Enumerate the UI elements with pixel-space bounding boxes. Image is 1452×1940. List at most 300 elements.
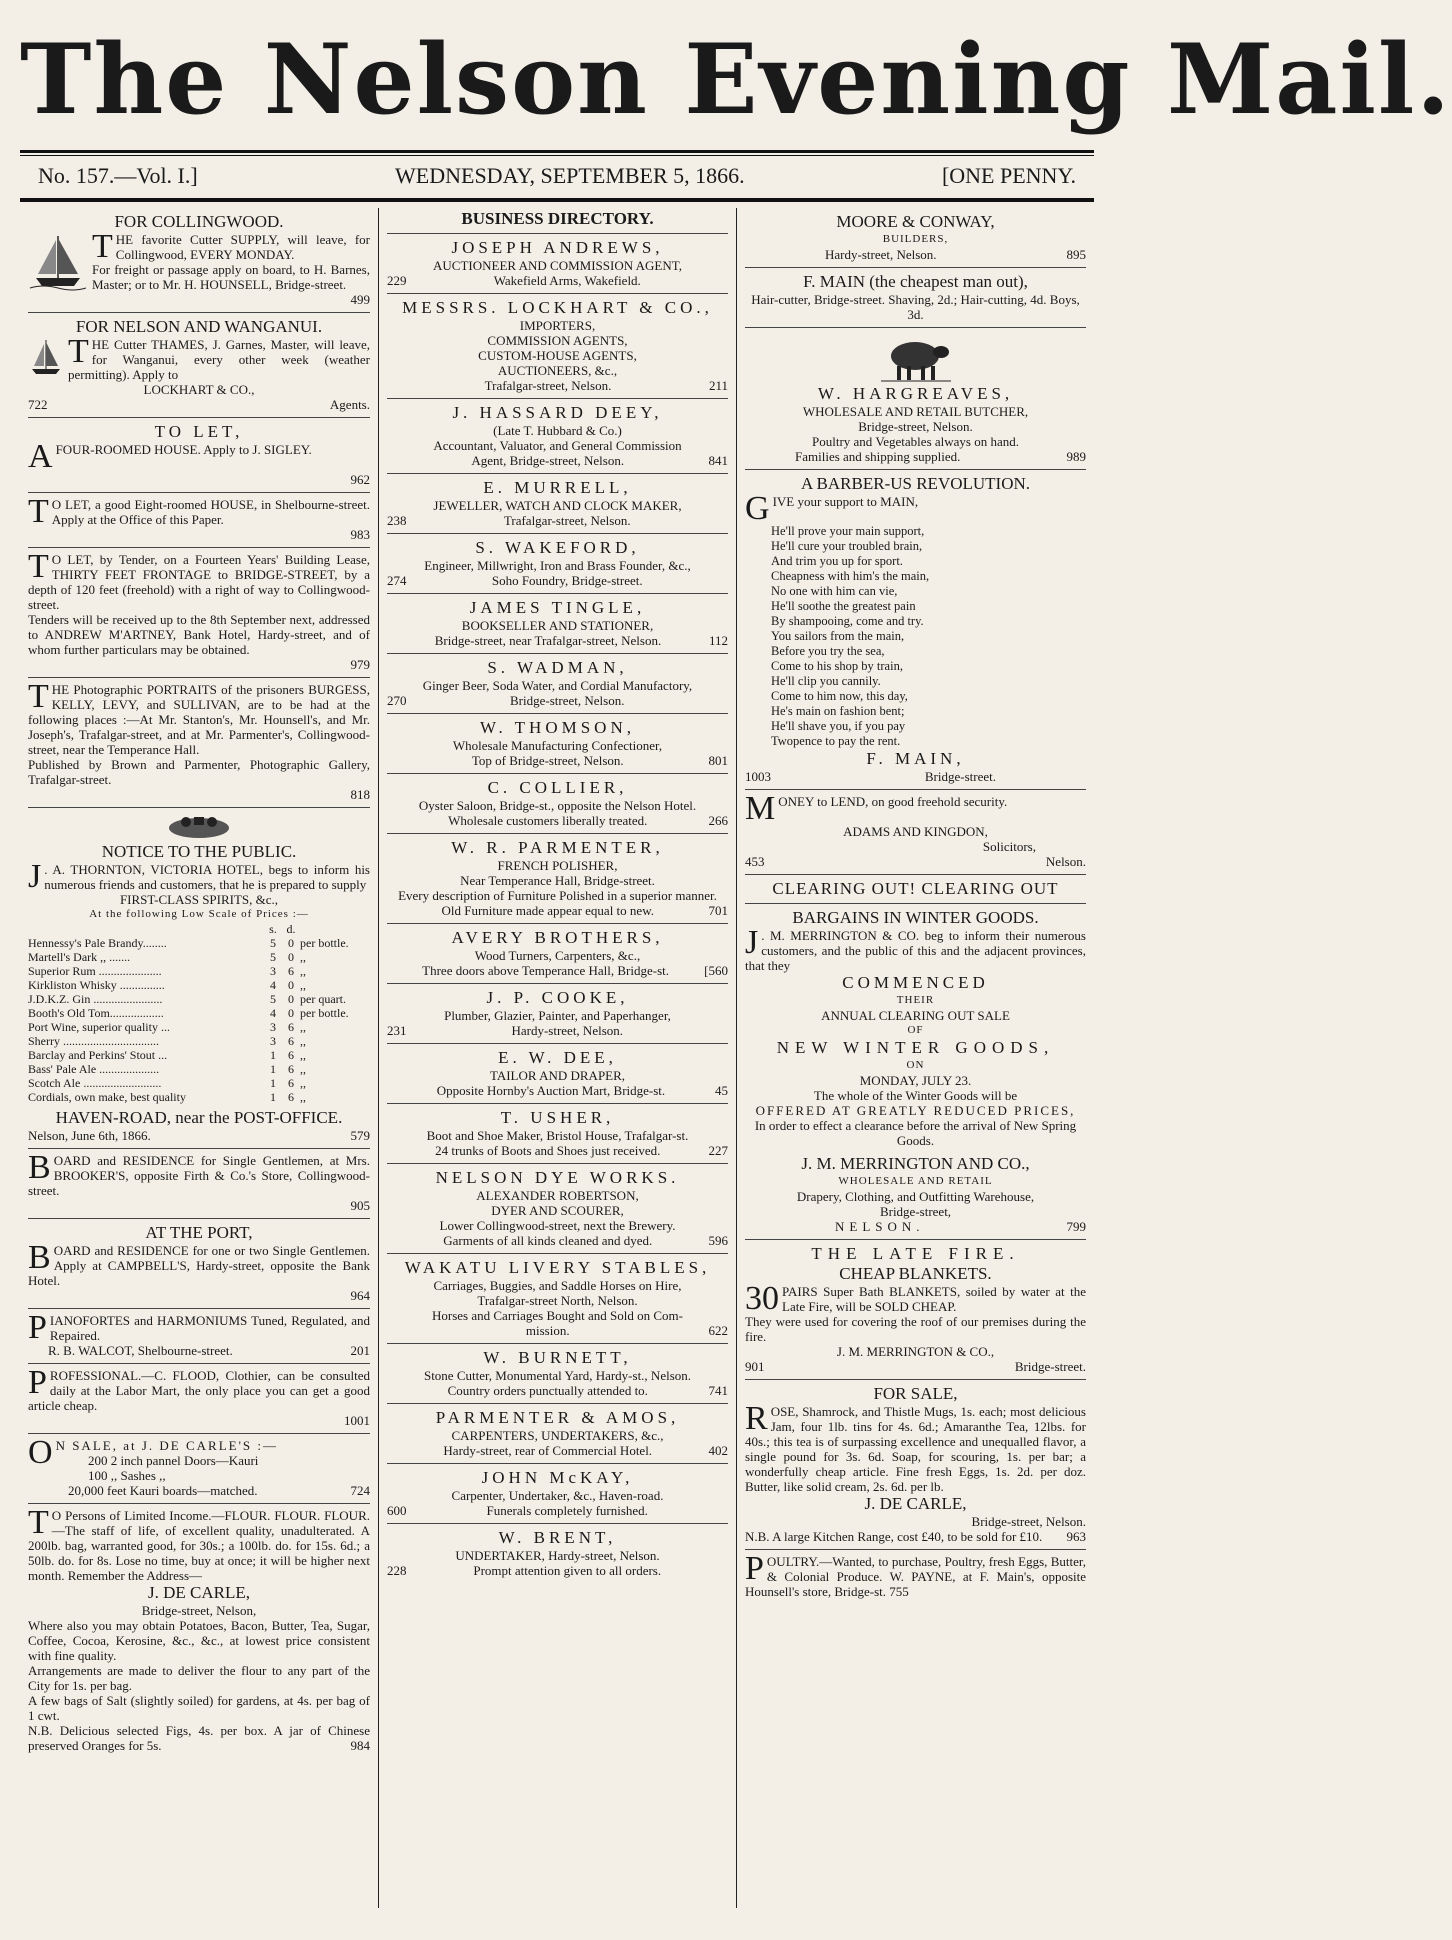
ad-line: THEIR: [896, 994, 935, 1006]
ad-body: PAIRS Super Bath BLANKETS, soiled by water at the Late Fire, will be SOLD CHEAP.: [782, 1284, 1086, 1314]
ad-body: Hair-cutter, Bridge-street. Shaving, 2d.; Hair-cutting, 4d. Boys, 3d.: [751, 292, 1080, 322]
ad-line: ANNUAL CLEARING OUT SALE: [821, 1008, 1010, 1023]
directory-entry-name: W. BURNETT,: [483, 1348, 632, 1367]
ad-number: 755: [889, 1584, 909, 1599]
price-s-value: 4: [270, 978, 276, 992]
issue-number: No. 157.—Vol. I.]: [38, 163, 198, 188]
poem-line: He'll cure your troubled brain,: [771, 539, 923, 553]
price-s-value: 1: [270, 1090, 276, 1104]
price-item: Cordials, own make, best quality: [28, 1090, 186, 1104]
poem-first-line: IVE your support to MAIN,: [772, 494, 919, 509]
ad-body: For freight or passage apply on board, to H. Barnes, Master; or to Mr. H. HOUNSELL, Bridge-street.: [92, 262, 370, 292]
directory-entry-name: C. COLLIER,: [487, 778, 628, 797]
drop-cap: O: [28, 1434, 53, 1471]
price-d-value: 6: [288, 1020, 294, 1034]
ad-address: Bridge-street,: [879, 1204, 952, 1219]
price-item: J.D.K.Z. Gin .......................: [28, 992, 163, 1006]
directory-entry-line: Wholesale Manufacturing Confectioner,: [452, 738, 663, 753]
ad-body: FOUR-ROOMED HOUSE. Apply to J. SIGLEY.: [55, 442, 312, 457]
issue-date: WEDNESDAY, SEPTEMBER 5, 1866.: [395, 163, 745, 188]
ad-number: 984: [350, 1738, 370, 1753]
ad-to-let-tender: [28, 548, 370, 678]
ad-late-fire: [745, 1240, 1086, 1380]
dateline: [20, 156, 1094, 196]
price-s-value: 5: [270, 936, 276, 950]
ad-address: Bridge-street.: [924, 769, 996, 784]
ad-body: The whole of the Winter Goods will be: [813, 1088, 1018, 1103]
price-s-value: 3: [270, 1020, 276, 1034]
ad-number: 1003: [745, 769, 771, 784]
directory-entry: [387, 534, 728, 594]
ad-barber-us-revolution: [745, 470, 1086, 790]
price-unit: ,,: [300, 1034, 306, 1048]
ad-address: HAVEN-ROAD, near the POST-OFFICE.: [55, 1108, 343, 1127]
ad-number: 579: [350, 1128, 370, 1143]
price-row: [28, 978, 370, 992]
directory-entry-line: Oyster Saloon, Bridge-st., opposite the Nelson Hotel.: [418, 798, 697, 813]
directory-entry-address: 24 trunks of Boots and Shoes just received.: [435, 1143, 661, 1158]
directory-entry-number: 229: [387, 273, 407, 288]
price-d-value: 6: [288, 1076, 294, 1090]
directory-entry-name: JOHN McKAY,: [481, 1468, 634, 1487]
ad-body: They were used for covering the roof of our premises during the fire.: [745, 1314, 1086, 1344]
directory-entry-name: W. BRENT,: [498, 1528, 617, 1547]
ad-body: In order to effect a clearance before the arrival of New Spring Goods.: [754, 1118, 1077, 1148]
directory-entry-line: Plumber, Glazier, Painter, and Paperhanger,: [444, 1008, 671, 1023]
directory-entry: [387, 594, 728, 654]
ad-signature: LOCKHART & CO.,: [143, 382, 255, 397]
poem-line: By shampooing, come and try.: [771, 614, 924, 628]
directory-entry-address: Wholesale customers liberally treated.: [448, 813, 648, 828]
directory-entry-name: WAKATU LIVERY STABLES,: [404, 1258, 711, 1277]
ad-heading: TO LET,: [154, 422, 244, 441]
directory-entry: [387, 399, 728, 474]
directory-entry-address: Soho Foundry, Bridge-street.: [491, 573, 643, 588]
poem-line: He'll prove your main support,: [771, 524, 925, 538]
ad-body: N.B. A large Kitchen Range, cost £40, to be sold for £10.: [745, 1529, 1043, 1544]
directory-entry-line: TAILOR AND DRAPER,: [489, 1068, 626, 1083]
directory-entry-name: S. WAKEFORD,: [475, 538, 640, 557]
directory-entry-line: UNDERTAKER, Hardy-street, Nelson.: [455, 1548, 660, 1563]
price-item: Port Wine, superior quality ...: [28, 1020, 170, 1034]
directory-entry: [387, 834, 728, 924]
price-d-value: 0: [288, 978, 294, 992]
directory-entry-address: Trafalgar-street, Nelson.: [484, 378, 612, 393]
directory-entry-line: Accountant, Valuator, and General Commission: [433, 438, 682, 453]
drop-cap: T: [92, 228, 113, 265]
directory-entry-address: Country orders punctually attended to.: [447, 1383, 648, 1398]
directory-entry-line: ALEXANDER ROBERTSON,: [476, 1188, 639, 1203]
ad-number: 964: [350, 1288, 370, 1303]
directory-entry: [387, 1044, 728, 1104]
price-s-value: 5: [270, 992, 276, 1006]
masthead-rule: [20, 150, 1094, 153]
ad-name: F. MAIN (the cheapest man out),: [803, 272, 1028, 291]
ad-body: OULTRY.—Wanted, to purchase, Poultry, fresh Eggs, Butter, & Colonial Produce. W. PAYNE, at F. Main's, opposite Hounsell's store, Bridge-st.: [745, 1554, 1086, 1599]
directory-entry-name: MESSRS. LOCKHART & CO.,: [402, 298, 713, 317]
ad-money-to-lend: [745, 790, 1086, 875]
poem-line: And trim you up for sport.: [771, 554, 903, 568]
ad-to-let-sigley: [28, 418, 370, 493]
ad-heading: AT THE PORT,: [145, 1223, 253, 1242]
price-row: [28, 1090, 370, 1104]
ad-body: OSE, Shamrock, and Thistle Mugs, 1s. each; most delicious Jam, four 1lb. tins for 4s. 6d.; Amaranthe Tea, 12lbs. for 40s.; this tea is of surpassing excellence and unequalled flavor, a single pound for 3s. 6d. Soap, for scouring, 1s. per bar; a wonderfully cheap article. Fine fresh Eggs, 1s. 2d. per doz. Butter, like solid cream, 2s. 6d. per lb.: [745, 1404, 1086, 1494]
price-s-value: 3: [270, 1034, 276, 1048]
directory-entry-line: FRENCH POLISHER,: [497, 858, 618, 873]
price-item: Bass' Pale Ale ....................: [28, 1062, 160, 1076]
ad-line: COMMENCED: [842, 973, 989, 992]
poem-line: He'll clip you cannily.: [771, 674, 881, 688]
ad-f-main-haircutter: [745, 268, 1086, 328]
drop-cap: T: [28, 493, 49, 530]
ad-number: 722: [28, 397, 48, 412]
directory-entry-number: 841: [708, 453, 728, 468]
price-row: [28, 1034, 370, 1048]
ad-at-the-port: [28, 1219, 370, 1309]
directory-entry-name: NELSON DYE WORKS.: [435, 1168, 680, 1187]
poem-line: Come to him now, this day,: [771, 689, 908, 703]
ad-line: OF: [907, 1024, 924, 1036]
ad-body: N SALE, at J. DE CARLE'S :—: [55, 1438, 279, 1453]
ad-number: 983: [350, 527, 370, 542]
directory-entry-address: Trafalgar-street, Nelson.: [503, 513, 631, 528]
directory-entry-name: S. WADMAN,: [487, 658, 628, 677]
poem-line: Twopence to pay the rent.: [771, 734, 901, 748]
directory-entry-address: Opposite Hornby's Auction Mart, Bridge-st.: [436, 1083, 666, 1098]
ad-portraits: [28, 678, 370, 808]
ad-subheading: FIRST-CLASS SPIRITS, &c.,: [119, 892, 279, 907]
price-row: [28, 964, 370, 978]
ad-body: Where also you may obtain Potatoes, Bacon, Butter, Tea, Sugar, Coffee, Cocoa, Kerosine, &c., &c., at lowest price consistent with fine quality.: [28, 1618, 370, 1663]
price-s-value: 1: [270, 1076, 276, 1090]
ad-number: 962: [350, 472, 370, 487]
directory-entry-line: Carriages, Buggies, and Saddle Horses on Hire,: [433, 1278, 682, 1293]
directory-entry-line: Ginger Beer, Soda Water, and Cordial Manufactory,: [422, 678, 693, 693]
directory-entry-number: 600: [387, 1503, 407, 1518]
directory-entry-address: Wakefield Arms, Wakefield.: [493, 273, 641, 288]
ad-body: O Persons of Limited Income.—FLOUR. FLOUR. FLOUR.—The staff of life, of excellent quality, unadulterated. A 200lb. bag, warranted good, for 30s.; a 100lb. do. for 15s. 6d.; a 50lb. do. for 8s. Lose no time, buy at once; it will be higher next month. Remember the Address—: [28, 1508, 370, 1583]
directory-entry-line: JEWELLER, WATCH AND CLOCK MAKER,: [433, 498, 682, 513]
ad-body: OARD and RESIDENCE for Single Gentlemen, at Mrs. BROOKER'S, opposite Firth & Co.'s Store, Collingwood-street.: [28, 1153, 370, 1198]
poem-line: Before you try the sea,: [771, 644, 885, 658]
price-table-header: s. d.: [269, 922, 296, 936]
ad-to-let-shelbourne: [28, 493, 370, 548]
directory-entry-line: AUCTIONEERS, &c.,: [497, 363, 618, 378]
directory-entry-address: Hardy-street, rear of Commercial Hotel.: [443, 1443, 653, 1458]
sailing-ship-icon: [28, 337, 64, 377]
price-s-value: 1: [270, 1048, 276, 1062]
directory-entry-line: IMPORTERS,: [519, 318, 596, 333]
price-unit: ,,: [300, 950, 306, 964]
ad-heading: NOTICE TO THE PUBLIC.: [101, 842, 297, 861]
price-s-value: 4: [270, 1006, 276, 1020]
price-row: [28, 992, 370, 1006]
ad-professional-flood: [28, 1364, 370, 1434]
directory-entry-line: COMMISSION AGENTS,: [487, 333, 628, 348]
ad-subheading: WHOLESALE AND RETAIL: [838, 1175, 993, 1187]
directory-entry-address: mission.: [525, 1323, 570, 1338]
ad-heading: CHEAP BLANKETS.: [839, 1264, 992, 1283]
ad-address: Bridge-street, Nelson,: [141, 1603, 257, 1618]
ad-moore-conway: [745, 208, 1086, 268]
directory-entry-name: T. USHER,: [500, 1108, 615, 1127]
price-item: Martell's Dark ,, .......: [28, 950, 131, 964]
issue-price: [ONE PENNY.: [941, 163, 1076, 188]
price-d-value: 0: [288, 936, 294, 950]
ad-body: Tenders will be received up to the 8th September next, addressed to ANDREW M'ARTNEY, Bank Hotel, Hardy-street, and of whom further particulars may be obtained.: [28, 612, 370, 657]
ad-body: . M. MERRINGTON & CO. beg to inform their numerous customers, and the public of this and the adjacent provinces, that they: [745, 928, 1086, 973]
ad-number: 979: [350, 657, 370, 672]
drop-cap: P: [28, 1309, 47, 1346]
ad-name: ADAMS AND KINGDON,: [843, 824, 988, 839]
ad-subheading: BUILDERS,: [882, 233, 949, 245]
ad-body: OARD and RESIDENCE for one or two Single Gentlemen. Apply at CAMPBELL'S, Hardy-street, opposite the Bank Hotel.: [28, 1243, 370, 1288]
directory-entry-address: Top of Bridge-street, Nelson.: [471, 753, 624, 768]
drop-cap: B: [28, 1149, 51, 1186]
column-left: [20, 208, 378, 1908]
ad-body: Drapery, Clothing, and Outfitting Warehouse,: [796, 1189, 1035, 1204]
poem-line: He'll soothe the greatest pain: [771, 599, 916, 613]
ad-line: 20,000 feet Kauri boards—matched.: [68, 1483, 258, 1498]
ad-number: 453: [745, 854, 765, 869]
drop-cap: J: [28, 858, 42, 895]
directory-entry-name: E. MURRELL,: [483, 478, 632, 497]
directory-entry-number: 270: [387, 693, 407, 708]
price-item: Kirkliston Whisky ...............: [28, 978, 165, 992]
directory-entry-line: CARPENTERS, UNDERTAKERS, &c.,: [451, 1428, 664, 1443]
directory-entry-line: (Late T. Hubbard & Co.): [493, 423, 622, 438]
drop-cap: T: [28, 548, 49, 585]
sheep-icon: [881, 334, 951, 382]
directory-entry: [387, 774, 728, 834]
drop-cap: M: [745, 790, 776, 827]
drop-cap: A: [28, 438, 53, 475]
masthead-title: The Nelson Evening Mail.: [20, 23, 1452, 136]
directory-entry-line: BOOKSELLER AND STATIONER,: [461, 618, 654, 633]
ad-line: 100 ,, Sashes ,,: [88, 1468, 166, 1483]
price-d-value: 0: [288, 950, 294, 964]
ad-heading: FOR SALE,: [873, 1384, 958, 1403]
directory-entry-name: J. P. COOKE,: [486, 988, 629, 1007]
ad-number: 901: [745, 1359, 765, 1374]
ad-name: MOORE & CONWAY,: [836, 212, 995, 231]
ad-body: Poultry and Vegetables always on hand.: [812, 434, 1019, 449]
directory-entry: [387, 474, 728, 534]
ad-body: HE Photographic PORTRAITS of the prisoners BURGESS, KELLY, LEVY, and SULLIVAN, are to be had at the following places :—At Mr. Stanton's, Mr. Hounsell's, and Mr. Joseph's, Trafalgar-street, and at Mr. Parmenter's, Collingwood-street, near the Temperance Hall.: [28, 682, 370, 757]
price-row: [28, 1006, 370, 1020]
directory-entry-address: Agent, Bridge-street, Nelson.: [471, 453, 625, 468]
ad-subheading: WHOLESALE AND RETAIL BUTCHER,: [802, 404, 1029, 419]
price-unit: per bottle.: [300, 1006, 349, 1020]
directory-entry-line: Engineer, Millwright, Iron and Brass Founder, &c.,: [424, 558, 691, 573]
price-unit: per quart.: [300, 992, 346, 1006]
ad-address: Hardy-street, Nelson.: [825, 247, 937, 262]
ad-number: 895: [1066, 247, 1086, 262]
poem-line: He'll shave you, if you pay: [771, 719, 906, 733]
directory-entry-line: CUSTOM-HOUSE AGENTS,: [478, 348, 637, 363]
directory-entry-line: Horses and Carriages Bought and Sold on Com-: [432, 1308, 683, 1323]
ad-number: 818: [350, 787, 370, 802]
directory-entry-number: 596: [708, 1233, 728, 1248]
ad-heading: FOR COLLINGWOOD.: [114, 212, 284, 231]
price-item: Scotch Ale ..........................: [28, 1076, 162, 1090]
ad-pianofortes: [28, 1309, 370, 1364]
ad-address: Nelson.: [1045, 854, 1086, 869]
price-unit: ,,: [300, 1062, 306, 1076]
directory-entry: [387, 924, 728, 984]
ad-body: O LET, a good Eight-roomed HOUSE, in Shelbourne-street. Apply at the Office of this Paper.: [51, 497, 370, 527]
price-d-value: 6: [288, 1062, 294, 1076]
ad-number: 963: [1066, 1529, 1086, 1544]
price-s-value: 1: [270, 1062, 276, 1076]
directory-entry-address: Hardy-street, Nelson.: [511, 1023, 624, 1038]
ad-for-sale-de-carle: [745, 1380, 1086, 1550]
directory-entry: [387, 1164, 728, 1254]
price-item: Sherry ................................: [28, 1034, 159, 1048]
directory-entry-line: Trafalgar-street North, Nelson.: [477, 1293, 638, 1308]
ad-body: O LET, by Tender, on a Fourteen Years' Building Lease, THIRTY FEET FRONTAGE to BRIDGE-STREET, by a depth of 120 feet (freehold) with a right of way to Collingwood-street.: [28, 552, 370, 612]
directory-entry-line: Every description of Furniture Polished in a superior manner.: [398, 888, 717, 903]
directory-entry-number: 801: [708, 753, 728, 768]
directory-entry-name: E. W. DEE,: [498, 1048, 617, 1067]
column-business-directory: [378, 208, 736, 1908]
directory-entry: [387, 294, 728, 399]
ad-body: . A. THORNTON, VICTORIA HOTEL, begs to inform his numerous friends and customers, that he is prepared to supply: [44, 862, 370, 892]
ad-number: 905: [350, 1198, 370, 1213]
directory-entry-line: Stone Cutter, Monumental Yard, Hardy-st., Nelson.: [423, 1368, 692, 1383]
price-unit: ,,: [300, 1020, 306, 1034]
price-s-value: 5: [270, 950, 276, 964]
directory-entry-name: JOSEPH ANDREWS,: [451, 238, 664, 257]
ad-number: 724: [350, 1483, 370, 1498]
columns: [20, 208, 1094, 1908]
price-table: [28, 922, 370, 1104]
drop-cap: J: [745, 924, 759, 961]
drop-cap: T: [68, 333, 89, 370]
directory-entry-number: 112: [708, 633, 728, 648]
ad-number: 799: [1066, 1219, 1086, 1234]
ad-name: W. HARGREAVES,: [817, 384, 1014, 403]
directory-entry-address: Prompt attention given to all orders.: [473, 1563, 662, 1578]
newspaper-page: [20, 10, 1452, 1920]
drop-cap: P: [28, 1364, 47, 1401]
directory-entry-number: [560: [704, 963, 728, 978]
poem: [745, 524, 1086, 749]
ad-flour: [28, 1504, 370, 1758]
price-d-value: 6: [288, 1034, 294, 1048]
ad-notice-thornton: [28, 808, 370, 1149]
column-right: [736, 208, 1094, 1908]
ad-signature: R. B. WALCOT, Shelbourne-street.: [48, 1343, 233, 1358]
ad-body: IANOFORTES and HARMONIUMS Tuned, Regulated, and Repaired.: [49, 1313, 370, 1343]
ad-body: N.B. Delicious selected Figs, 4s. per box. A jar of Chinese preserved Oranges for 5s.: [28, 1723, 370, 1753]
directory-entry-address: Three doors above Temperance Hall, Bridge-st.: [422, 963, 669, 978]
directory-entry-line: Lower Collingwood-street, next the Brewery.: [439, 1218, 676, 1233]
directory-entry: [387, 714, 728, 774]
directory-entry: [387, 984, 728, 1044]
price-item: Barclay and Perkins' Stout ...: [28, 1048, 168, 1062]
directory-entry-line: Carpenter, Undertaker, &c., Haven-road.: [451, 1488, 664, 1503]
price-row: [28, 950, 370, 964]
royal-crest-icon: [164, 814, 234, 840]
sailing-ship-icon: [28, 232, 88, 290]
ad-heading: BARGAINS IN WINTER GOODS.: [745, 903, 1086, 928]
poem-line: Come to his shop by train,: [771, 659, 903, 673]
directory-entry-line: Wood Turners, Carpenters, &c.,: [474, 948, 641, 963]
ad-date: Nelson, June 6th, 1866.: [28, 1128, 151, 1143]
price-row: [28, 1062, 370, 1076]
ad-number: 1001: [344, 1413, 370, 1428]
directory-entry-number: 622: [708, 1323, 728, 1338]
directory-entry-name: J. HASSARD DEEY,: [452, 403, 663, 422]
price-unit: ,,: [300, 964, 306, 978]
ad-address: Bridge-street.: [1014, 1359, 1086, 1374]
price-scale-label: At the following Low Scale of Prices :—: [89, 908, 309, 920]
ad-board-brooker: [28, 1149, 370, 1219]
price-unit: ,,: [300, 1076, 306, 1090]
directory-entry-number: 402: [708, 1443, 728, 1458]
ad-body: Published by Brown and Parmenter, Photographic Gallery, Trafalgar-street.: [28, 757, 370, 787]
ad-name: J. M. MERRINGTON AND CO.,: [801, 1154, 1030, 1173]
ad-number: 989: [1066, 449, 1086, 464]
poem-line: He's main on fashion bent;: [771, 704, 905, 718]
directory-entry: [387, 1104, 728, 1164]
ad-name: J. M. MERRINGTON & CO.,: [836, 1344, 995, 1359]
directory-entry-name: JAMES TINGLE,: [469, 598, 646, 617]
ad-signature: F. MAIN,: [866, 749, 965, 768]
ad-address: Bridge-street, Nelson.: [971, 1514, 1086, 1529]
drop-cap: T: [28, 1504, 49, 1541]
directory-entry-name: AVERY BROTHERS,: [451, 928, 664, 947]
price-row: [28, 1076, 370, 1090]
directory-entry-line: Near Temperance Hall, Bridge-street.: [460, 873, 655, 888]
directory-entry: [387, 1524, 728, 1583]
price-row: [28, 1048, 370, 1062]
ad-line: OFFERED AT GREATLY REDUCED PRICES,: [755, 1103, 1076, 1118]
ad-on-sale-de-carle: [28, 1434, 370, 1504]
directory-entry-address: Bridge-street, Nelson.: [510, 693, 625, 708]
ad-body: HE favorite Cutter SUPPLY, will leave, for Collingwood, EVERY MONDAY.: [115, 232, 370, 262]
directory-entry-name: PARMENTER & AMOS,: [435, 1408, 680, 1427]
poem-line: Cheapness with him's the main,: [771, 569, 930, 583]
directory-entry-address: Old Furniture made appear equal to new.: [441, 903, 654, 918]
drop-cap: T: [28, 678, 49, 715]
price-d-value: 6: [288, 1090, 294, 1104]
directory-list: [387, 234, 728, 1583]
ad-signature-role: Solicitors,: [982, 839, 1036, 854]
directory-entry-number: 211: [708, 378, 728, 393]
directory-entry-number: 227: [708, 1143, 728, 1158]
directory-entry-number: 45: [715, 1083, 728, 1098]
ad-body: A few bags of Salt (slightly soiled) for gardens, at 4s. per bag of 1 cwt.: [28, 1693, 370, 1723]
directory-entry-number: 228: [387, 1563, 407, 1578]
ad-body: Families and shipping supplied.: [795, 449, 961, 464]
ad-heading: CLEARING OUT! CLEARING OUT: [772, 879, 1059, 898]
directory-entry-line: AUCTIONEER AND COMMISSION AGENT,: [433, 258, 682, 273]
ad-body: ONEY to LEND, on good freehold security.: [778, 794, 1008, 809]
directory-entry-number: 238: [387, 513, 407, 528]
price-unit: ,,: [300, 978, 306, 992]
drop-cap: G: [745, 490, 770, 527]
poem-line: No one with him can vie,: [771, 584, 898, 598]
ad-address: Bridge-street, Nelson.: [858, 419, 973, 434]
directory-entry-number: 266: [708, 813, 728, 828]
directory-entry-name: W. R. PARMENTER,: [451, 838, 664, 857]
ad-body: Arrangements are made to deliver the flour to any part of the City for 1s. per bag.: [28, 1663, 370, 1693]
ad-body: HE Cutter THAMES, J. Garnes, Master, will leave, for Wanganui, every other week (weather permitting). Apply to: [68, 337, 370, 382]
directory-entry-line: DYER AND SCOURER,: [491, 1203, 624, 1218]
directory-entry: [387, 654, 728, 714]
